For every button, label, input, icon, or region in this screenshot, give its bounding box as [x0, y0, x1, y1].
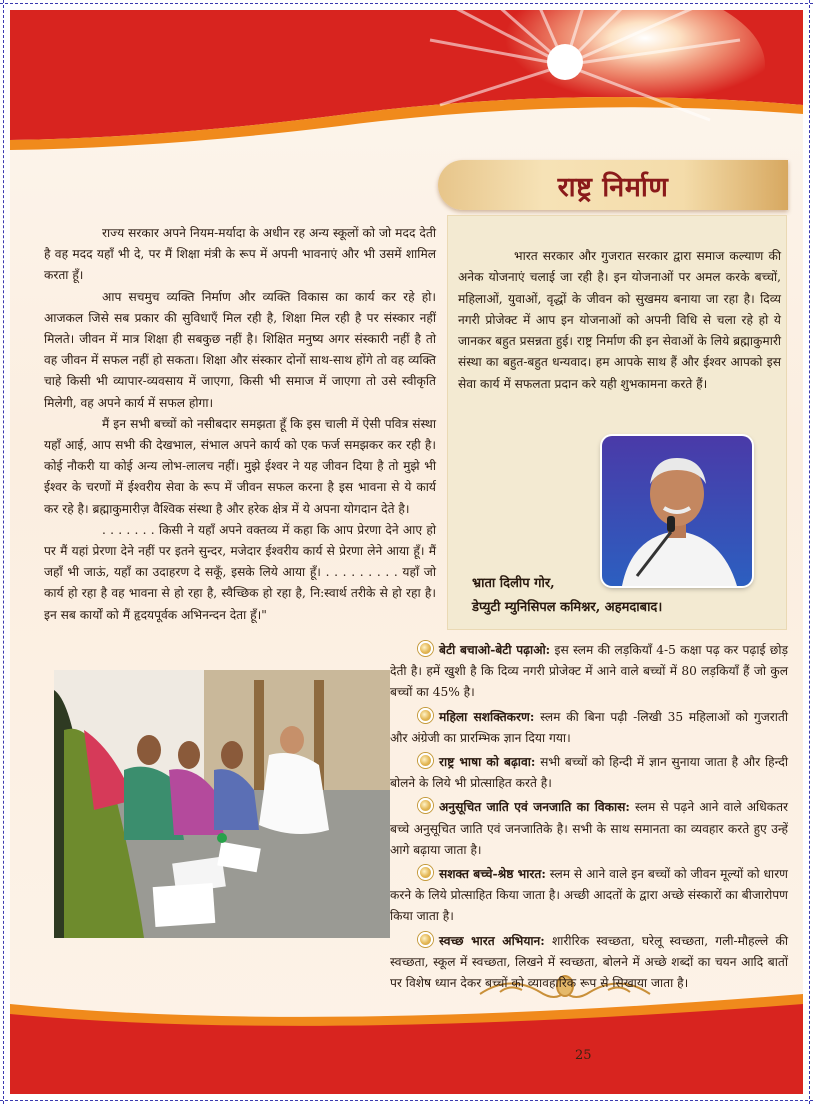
sun-icon — [547, 44, 583, 80]
speech-text — [44, 223, 436, 626]
signatory-title: डेप्युटी म्युनिसिपल कमिश्नर, अहमदाबाद। — [472, 600, 663, 615]
list-item — [390, 797, 788, 861]
bullet-dot-icon — [418, 865, 433, 880]
officer-portrait-image — [602, 436, 752, 586]
crop-line — [809, 0, 810, 1104]
item-text: स्लम की बिना पढ़ी -लिखी 35 महिलाओं को गुजराती और अंग्रेजी का प्रारम्भिक ज्ञान दिया गया। — [390, 709, 788, 745]
list-item — [390, 640, 788, 704]
speech-paragraph: . . . . . . . किसी ने यहाँ अपने वक्तव्य में कहा कि आप प्रेरणा देने आए हो पर मैं यहां प्रेरणा देने नहीं पर इतने सुन्दर, मजेदार ईश्वरीय कार्य से प्रेरणा लेने आया हूँ। मैं जहाँ भी जाऊं, यहाँ का उदाहरण दे सकूँ, इसके लिये आया हूँ। . . . . . . . . . यहाँ जो कार्य हो रहा है वह भावना से हो रहा है, स्वैच्छिक हो रहा है, नि:स्वार्थ तरीके से हो रहा है। इन सब कार्यों को मैं हृदयपूर्वक अभिनन्दन देता हूँ।" — [44, 522, 436, 622]
list-item — [390, 707, 788, 749]
women-class-image — [54, 670, 390, 938]
speech-paragraph: आप सचमुच व्यक्ति निर्माण और व्यक्ति विकास का कार्य कर रहे हो। आजकल जिसे सब प्रकार की सुविधाएँ मिल रही है, शिक्षा मिल रही है पर संस्कार नहीं मिलते। जीवन में मात्र शिक्षा ही सबकुछ नहीं है। शिक्षित मनुष्य अगर संस्कारी नहीं है तो वह जीवन में सफल नहीं हो सकता। शिक्षा और संस्कार दोनों साथ-साथ होंगे तो वह व्यक्ति चाहे किसी भी व्यापार-व्यवसाय में जाएगा, किसी भी समाज में जाएगा तो उसे स्वीकृति मिलेगी, वह अपने कार्य में सफल होगा। — [44, 289, 436, 410]
signatory-name: भ्राता दिलीप गोर, — [472, 576, 555, 591]
crop-line — [3, 0, 4, 1104]
bullet-dot-icon — [418, 641, 433, 656]
speech-paragraph: मैं इन सभी बच्चों को नसीबदार समझता हूँ कि इस चाली में ऐसी पवित्र संस्था यहाँ आई, आप सभी की देखभाल, संभाल अपने कार्य को एक फर्ज समझकर कर रही है। कोई नौकरी या कोई अन्य लोभ-लालच नहीं। मुझे ईश्वर ने यह जीवन दिया है तो मुझे भी ईश्वर के चरणों में ईश्वरीय सेवा के रूप में जीवन सफल करना है इस भावना से ये कार्य कर रहे है। ब्रह्माकुमारीज़ वैश्विक संस्था है और हरेक क्षेत्र में ये अपना योगदान देते है। — [44, 416, 436, 516]
item-text: स्लम से पढ़ने आने वाले अधिकतर बच्चे अनुसूचित जाति एवं जनजातिके है। सभी के साथ समानता का व्यवहार करते हुए उन्हें आगे बढ़ाया जाता है। — [390, 800, 789, 857]
item-heading: स्वच्छ भारत अभियान: — [439, 933, 545, 948]
bullet-dot-icon — [418, 932, 433, 947]
crop-line — [0, 1100, 813, 1101]
list-item — [390, 931, 788, 995]
page-number: 25 — [575, 1048, 592, 1063]
quote-text: भारत सरकार और गुजरात सरकार द्वारा समाज कल्याण की अनेक योजनाएं चलाई जा रही है। इन योजनाओं पर अमल करके बच्चों, महिलाओं, युवाओं, वृद्धों के जीवन को सुखमय बनाया जा रहा है। दिव्य नगरी प्रोजेक्ट में आप इन योजनाओं को अपनी विधि से चला रहे हो ये जानकर बहुत प्रसन्नता हुई। राष्ट्र निर्माण की इन सेवाओं के लिये ब्रह्माकुमारी संस्था का बहुत-बहुत धन्यवाद। हम आपके साथ हैं और ईश्वर आपको इस सेवा कार्य में सफलता प्रदान करे यही शुभकामना करते हैं। — [458, 249, 781, 391]
item-heading: बेटी बचाओ-बेटी पढ़ाओ: — [439, 643, 551, 657]
top-decorative-band — [10, 10, 803, 160]
item-text: सभी बच्चों को हिन्दी में ज्ञान सुनाया जाता है और हिन्दी बोलने के लिये भी प्रोत्साहित करते है। — [390, 755, 789, 791]
crop-line — [0, 3, 813, 4]
item-heading: राष्ट्र भाषा को बढ़ावा: — [439, 755, 536, 770]
magazine-page — [10, 10, 803, 1094]
item-heading: अनुसूचित जाति एवं जनजाति का विकास: — [439, 800, 630, 815]
bullet-dot-icon — [418, 708, 433, 723]
list-item — [390, 752, 788, 794]
item-text: इस स्लम की लड़कियाँ 4-5 कक्षा पढ़ कर पढ़ाई छोड़ देती है। हमें खुशी है कि दिव्य नगरी प्रोजेक्ट में आने वाले बच्चों में 80 लड़कियाँ हैं जो कुल बच्चों का 45% है। — [390, 643, 788, 700]
bullet-dot-icon — [418, 798, 433, 813]
item-heading: महिला सशक्तिकरण: — [439, 709, 535, 724]
list-item — [390, 864, 788, 928]
item-text: स्लम से आने वाले इन बच्चों को जीवन मूल्यों को धारण करने के लिये प्रोत्साहित किया जाता है। अच्छी आदतों के द्वारा अच्छे संस्कारों का बीजारोपण किया जाता है। — [390, 867, 788, 924]
officer-photo — [602, 436, 752, 586]
initiatives-list — [390, 640, 788, 997]
classroom-photo — [54, 670, 390, 938]
item-text: शारीरिक स्वच्छता, घरेलू स्वच्छता, गली-मौहल्ले की स्वच्छता, स्कूल में स्वच्छता, लिखने में स्वच्छता, बोलने में अच्छे शब्दों का चयन आदि बातों पर विशेष ध्यान देकर बच्चों को व्यावहारिक रूप से सिखाया जाता है। — [390, 933, 789, 991]
item-heading: सशक्त बच्चे-श्रेष्ठ भारत: — [439, 867, 546, 882]
title-banner — [438, 160, 788, 210]
bullet-dot-icon — [418, 753, 433, 768]
speech-paragraph: राज्य सरकार अपने नियम-मर्यादा के अधीन रह अन्य स्कूलों को जो मदद देती है वह मदद यहाँ भी दे, पर मैं शिक्षा मंत्री के रूप में अपनी भावनाएं और भी उसमें शामिल करता हूँ। — [44, 226, 436, 283]
page-title: राष्ट्र निर्माण — [557, 171, 669, 203]
